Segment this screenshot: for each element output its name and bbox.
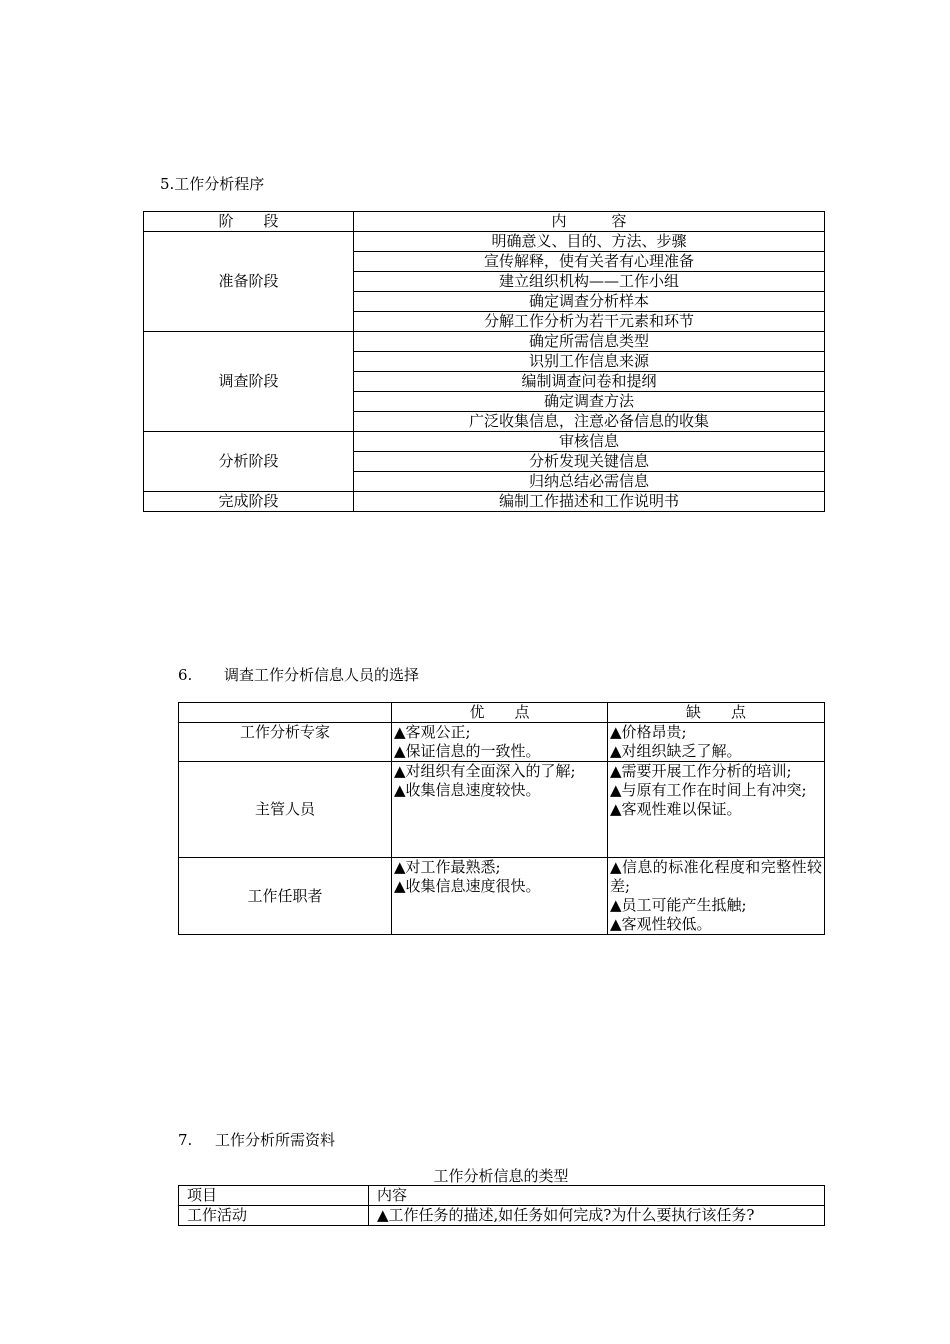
section6-title: 调查工作分析信息人员的选择 [224,666,420,684]
content-cell: 建立组织机构——工作小组 [354,272,825,292]
pros-cell [392,858,608,935]
content-cell: 分析发现关键信息 [354,452,825,472]
header-item: 项目 [179,1186,369,1206]
content-cell: 确定调查分析样本 [354,292,825,312]
header-pros: 优 点 [392,703,608,723]
content-cell: 归纳总结必需信息 [354,472,825,492]
item-cell: 工作活动 [179,1206,369,1226]
header-stage: 阶 段 [144,212,354,232]
cons-cell [608,762,825,858]
list-item: ▲收集信息速度较快。 [394,781,541,799]
list-item: ▲价格昂贵; [610,723,687,741]
table-caption: 工作分析信息的类型 [433,1167,569,1185]
pros-cell [392,723,608,762]
content-cell: 广泛收集信息，注意必备信息的收集 [354,412,825,432]
work-analysis-procedure-table [143,211,825,512]
list-item: ▲对组织缺乏了解。 [610,742,742,760]
table-row [144,332,825,352]
table-row [179,762,825,858]
content-cell: 明确意义、目的、方法、步骤 [354,232,825,252]
table-row [144,432,825,452]
stage-cell: 完成阶段 [144,492,354,512]
table-row [179,723,825,762]
header-content: 内 容 [354,212,825,232]
content-cell: ▲工作任务的描述,如任务如何完成?为什么要执行该任务? [369,1206,825,1226]
stage-cell: 准备阶段 [144,232,354,332]
investigator-selection-table [178,702,825,935]
info-types-table [178,1185,825,1226]
table-row [179,1206,825,1226]
list-item: ▲对组织有全面深入的了解; [394,762,576,780]
cons-cell [608,858,825,935]
role-cell: 主管人员 [179,762,392,858]
list-item: ▲需要开展工作分析的培训; [610,762,792,780]
list-item: ▲信息的标准化程度和完整性较差; [610,858,822,895]
pros-cell [392,762,608,858]
section5-heading: 5.工作分析程序 [160,175,265,193]
list-item: ▲对工作最熟悉; [394,858,501,876]
table-header-row [179,1186,825,1206]
list-item: ▲收集信息速度很快。 [394,877,541,895]
content-cell: 确定所需信息类型 [354,332,825,352]
header-content: 内容 [369,1186,825,1206]
content-cell: 编制工作描述和工作说明书 [354,492,825,512]
content-cell: 审核信息 [354,432,825,452]
table-row [144,492,825,512]
list-item: ▲客观性较低。 [610,915,712,933]
list-item: ▲保证信息的一致性。 [394,742,541,760]
section7-title: 工作分析所需资料 [215,1131,336,1149]
list-item: ▲客观公正; [394,723,471,741]
content-cell: 编制调查问卷和提纲 [354,372,825,392]
table-row [179,858,825,935]
section6-number: 6. [178,666,193,684]
content-cell: 宣传解释，使有关者有心理准备 [354,252,825,272]
list-item: ▲员工可能产生抵触; [610,896,747,914]
list-item: ▲客观性难以保证。 [610,800,742,818]
stage-cell: 分析阶段 [144,432,354,492]
role-cell: 工作任职者 [179,858,392,935]
content-cell: 识别工作信息来源 [354,352,825,372]
section7-number: 7. [178,1131,193,1149]
table-header-row [179,703,825,723]
header-cons: 缺 点 [608,703,825,723]
table-header-row [144,212,825,232]
content-cell: 确定调查方法 [354,392,825,412]
stage-cell: 调查阶段 [144,332,354,432]
cons-cell [608,723,825,762]
table-row [144,232,825,252]
content-cell: 分解工作分析为若干元素和环节 [354,312,825,332]
header-blank [179,703,392,723]
role-cell: 工作分析专家 [179,723,392,762]
list-item: ▲与原有工作在时间上有冲突; [610,781,807,799]
